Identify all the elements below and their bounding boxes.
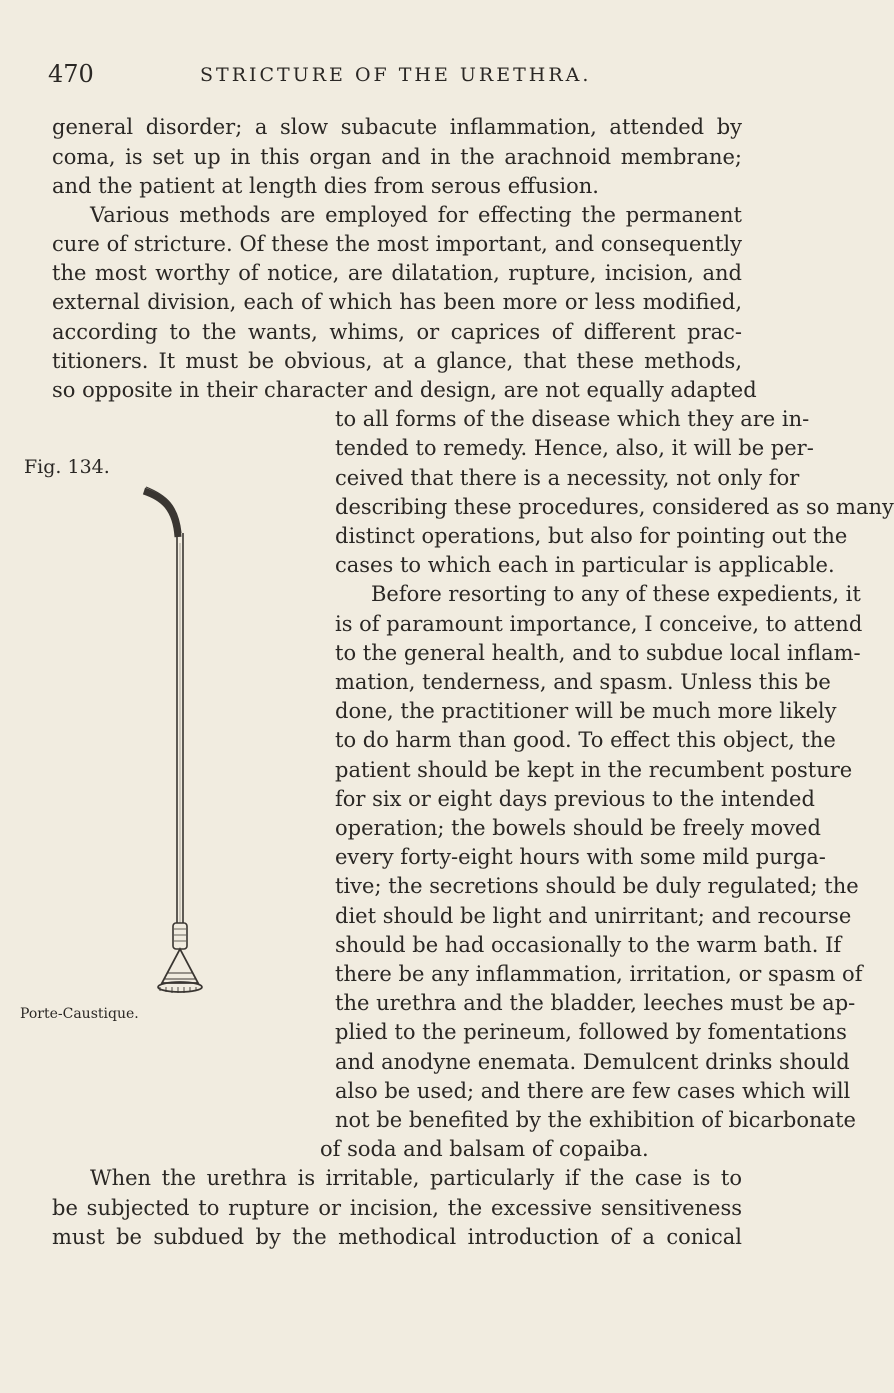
text-line: cure of stricture. Of these the most important, and consequently: [52, 232, 742, 256]
text-line: so opposite in their character and design, are not equally adapted: [52, 378, 757, 402]
text-line: should be had occasionally to the warm bath. If: [335, 933, 842, 957]
text-line: diet should be light and unirritant; and recourse: [335, 904, 852, 928]
text-line: is of paramount importance, I conceive, to attend: [335, 612, 863, 636]
text-line: also be used; and there are few cases which will: [335, 1079, 851, 1103]
text-line: the urethra and the bladder, leeches must be ap-: [335, 991, 856, 1015]
page-number: 470: [48, 60, 94, 88]
text-line: tive; the secretions should be duly regulated; the: [335, 874, 859, 898]
text-line: ceived that there is a necessity, not only for: [335, 466, 800, 490]
text-line: patient should be kept in the recumbent posture: [335, 758, 853, 782]
text-line: tended to remedy. Hence, also, it will be per-: [335, 436, 814, 460]
text-line: and the patient at length dies from serous effusion.: [52, 174, 599, 198]
text-line: every forty-eight hours with some mild purga-: [335, 845, 826, 869]
text-line: Before resorting to any of these expedients, it: [371, 582, 861, 606]
text-line: must be subdued by the methodical introduction of a conical: [52, 1225, 742, 1249]
figure-label: Fig. 134.: [24, 456, 110, 478]
text-line: external division, each of which has been more or less modified,: [52, 290, 742, 314]
text-line: to do harm than good. To effect this object, the: [335, 728, 836, 752]
text-line: distinct operations, but also for pointing out the: [335, 524, 848, 548]
text-line: cases to which each in particular is applicable.: [335, 553, 835, 577]
text-line: Various methods are employed for effecting the permanent: [90, 203, 742, 227]
text-line: not be benefited by the exhibition of bicarbonate: [335, 1108, 856, 1132]
text-line: according to the wants, whims, or caprices of different prac-: [52, 320, 742, 344]
text-line: titioners. It must be obvious, at a glance, that these methods,: [52, 349, 742, 373]
text-line: to all forms of the disease which they are in-: [335, 407, 810, 431]
text-line: to the general health, and to subdue local inflam-: [335, 641, 861, 665]
text-line: there be any inflammation, irritation, or spasm of: [335, 962, 863, 986]
text-line: done, the practitioner will be much more likely: [335, 699, 837, 723]
running-title: STRICTURE OF THE URETHRA.: [200, 64, 592, 86]
text-line: be subjected to rupture or incision, the excessive sensitiveness: [52, 1196, 742, 1220]
page-header: [48, 60, 738, 100]
text-line: operation; the bowels should be freely moved: [335, 816, 821, 840]
porte-caustique-icon: [144, 487, 202, 993]
text-line: general disorder; a slow subacute inflammation, attended by: [52, 115, 742, 139]
text-line: When the urethra is irritable, particularly if the case is to: [90, 1166, 742, 1190]
figure-caption: Porte-Caustique.: [20, 1006, 139, 1022]
text-line: and anodyne enemata. Demulcent drinks should: [335, 1050, 850, 1074]
text-line: describing these procedures, considered as so many: [335, 495, 894, 519]
text-line: for six or eight days previous to the intended: [335, 787, 815, 811]
text-line: coma, is set up in this organ and in the arachnoid membrane;: [52, 145, 742, 169]
text-line: mation, tenderness, and spasm. Unless this be: [335, 670, 831, 694]
porte-caustique-figure: [150, 483, 210, 995]
text-line: the most worthy of notice, are dilatation, rupture, incision, and: [52, 261, 742, 285]
text-line: of soda and balsam of copaiba.: [320, 1137, 649, 1161]
text-line: plied to the perineum, followed by fomentations: [335, 1020, 847, 1044]
